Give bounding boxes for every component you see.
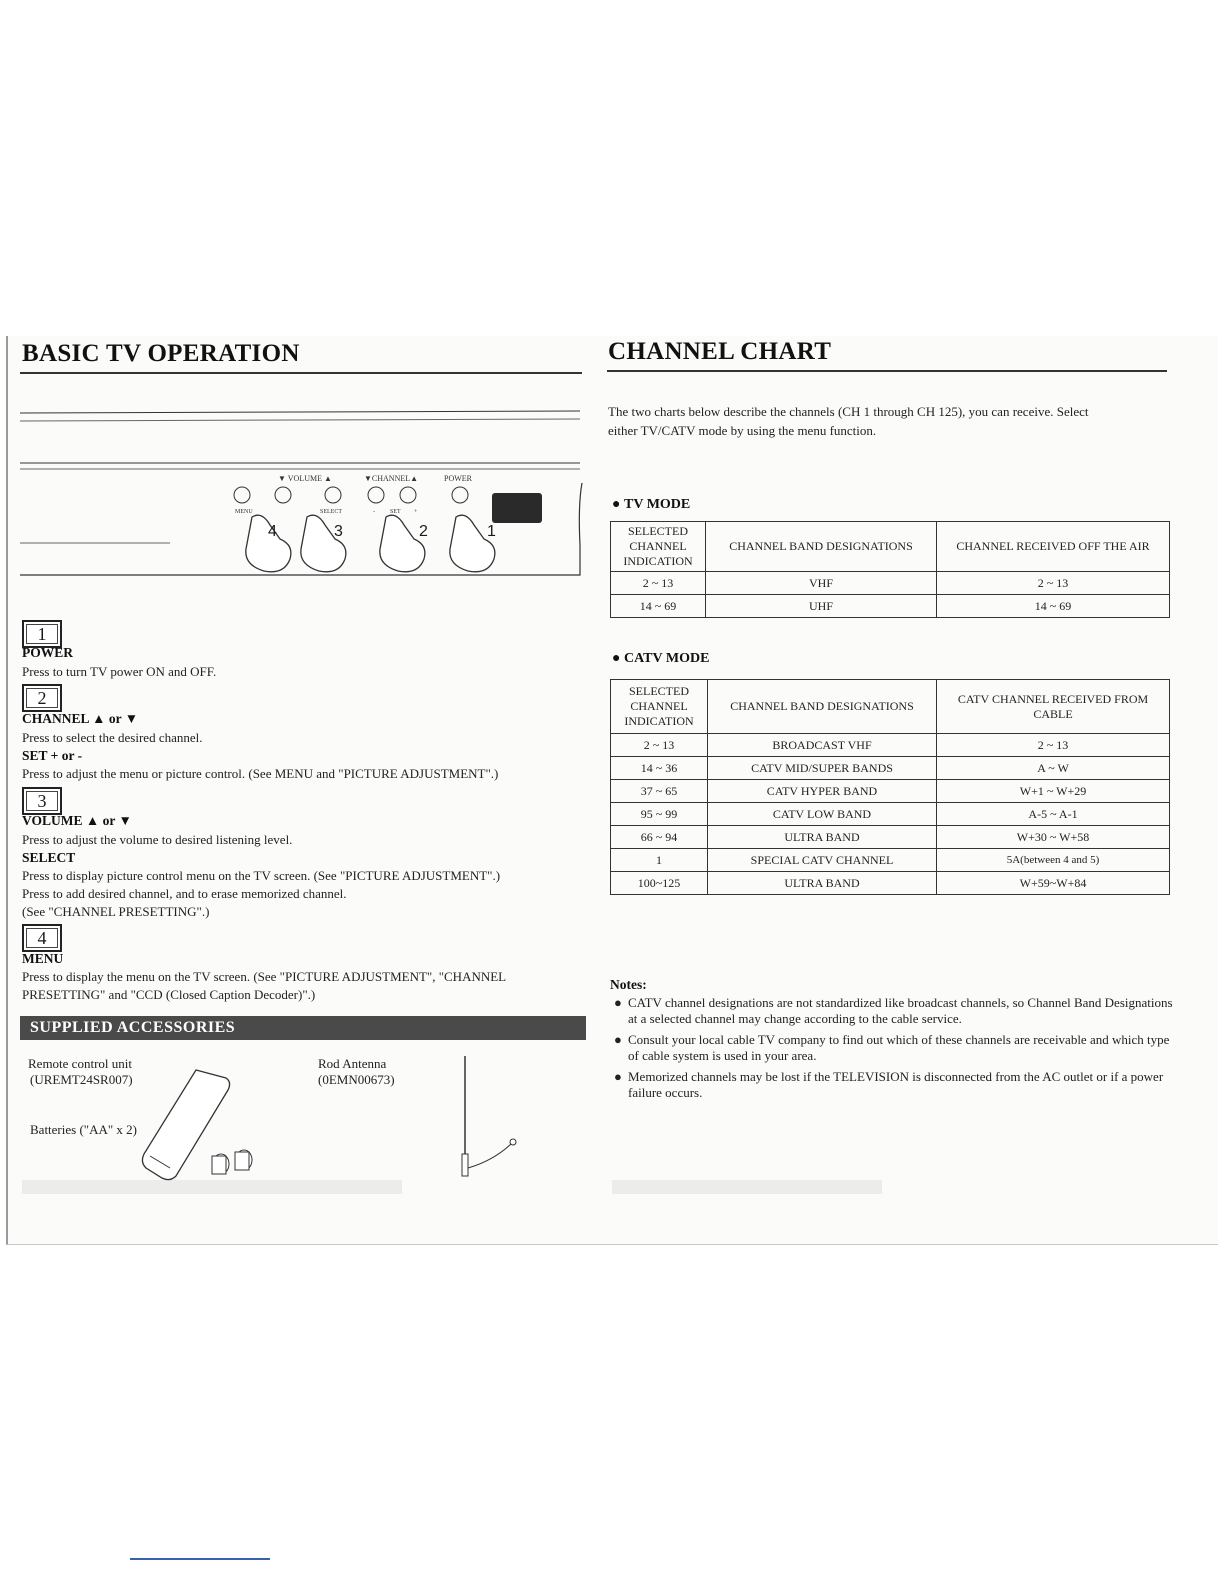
note-item-2	[614, 1032, 1174, 1064]
section-subtext-select-1: Press to display picture control menu on the TV screen. (See "PICTURE ADJUSTMENT".)	[22, 868, 501, 883]
section-subtext-set: Press to adjust the menu or picture control. (See MENU and "PICTURE ADJUSTMENT".)	[22, 766, 499, 781]
callout-1: 1	[487, 523, 496, 540]
table-cell: ULTRA BAND	[708, 826, 937, 849]
menu-panel-label: MENU	[235, 509, 253, 515]
tv-mode-header-row	[611, 522, 1170, 572]
table-cell: W+1 ~ W+29	[937, 780, 1170, 803]
table-cell: 2 ~ 13	[611, 572, 706, 595]
antenna-code: (0EMN00673)	[318, 1072, 395, 1087]
note-text: Consult your local cable TV company to find out which of these channels are receivable and which type of cable system is used in your area.	[628, 1032, 1170, 1063]
page-title-channel-chart: CHANNEL CHART	[608, 338, 832, 365]
table-cell: ULTRA BAND	[708, 872, 937, 895]
catv-header-selected: SELECTED CHANNEL INDICATION	[611, 680, 708, 734]
section-text-power: Press to turn TV power ON and OFF.	[22, 664, 217, 679]
table-row	[611, 572, 1170, 595]
table-cell: CATV MID/SUPER BANDS	[708, 757, 937, 780]
channel-chart-intro-2: either TV/CATV mode by using the menu function.	[608, 423, 877, 438]
section-subheading-select: SELECT	[22, 850, 76, 865]
tv-header-selected: SELECTED CHANNEL INDICATION	[611, 522, 706, 572]
callout-3: 3	[334, 523, 343, 540]
footer-rule	[130, 1558, 270, 1560]
tv-header-received: CHANNEL RECEIVED OFF THE AIR	[937, 522, 1170, 572]
table-cell: SPECIAL CATV CHANNEL	[708, 849, 937, 872]
table-cell: 1	[611, 849, 708, 872]
section-heading-volume: VOLUME ▲ or ▼	[22, 813, 132, 828]
catv-mode-label: ● CATV MODE	[612, 651, 710, 666]
page-title-basic-tv-operation: BASIC TV OPERATION	[22, 340, 300, 367]
table-row	[611, 757, 1170, 780]
section-subheading-set: SET + or -	[22, 748, 83, 763]
notes-title: Notes:	[610, 977, 647, 992]
table-cell: W+59~W+84	[937, 872, 1170, 895]
table-cell: A-5 ~ A-1	[937, 803, 1170, 826]
table-row	[611, 595, 1170, 618]
table-cell: 5A(between 4 and 5)	[937, 849, 1170, 872]
bullet-icon: ●	[614, 1032, 622, 1047]
table-cell: CATV HYPER BAND	[708, 780, 937, 803]
section-subtext-select-2: Press to add desired channel, and to erase memorized channel.	[22, 886, 347, 901]
callout-4: 4	[268, 523, 277, 540]
section-text-menu-1: Press to display the menu on the TV screen. (See "PICTURE ADJUSTMENT", "CHANNEL	[22, 969, 507, 984]
table-cell: UHF	[706, 595, 937, 618]
table-cell: 14 ~ 36	[611, 757, 708, 780]
remote-control-illustration	[140, 1064, 280, 1189]
section-number-3: 3	[22, 787, 62, 815]
note-item-1	[614, 995, 1174, 1027]
rod-antenna-illustration	[455, 1056, 535, 1185]
bullet-icon: ●	[612, 497, 621, 512]
remote-code: (UREMT24SR007)	[30, 1072, 133, 1087]
table-cell: BROADCAST VHF	[708, 734, 937, 757]
note-text: CATV channel designations are not standardized like broadcast channels, so Channel Band Designations at a selected channel may change according to the cable service.	[628, 995, 1173, 1026]
table-cell: 37 ~ 65	[611, 780, 708, 803]
set-minus-label: -	[373, 509, 375, 515]
table-row	[611, 872, 1170, 895]
note-item-3	[614, 1069, 1174, 1101]
catv-header-received: CATV CHANNEL RECEIVED FROM CABLE	[937, 680, 1170, 734]
note-text: Memorized channels may be lost if the TELEVISION is disconnected from the AC outlet or if a power failure occurs.	[628, 1069, 1164, 1100]
table-row	[611, 849, 1170, 872]
channel-panel-label: ▼CHANNEL▲	[364, 474, 419, 483]
table-cell: 2 ~ 13	[937, 572, 1170, 595]
table-row	[611, 826, 1170, 849]
section-heading-menu: MENU	[22, 951, 64, 966]
section-heading-power: POWER	[22, 645, 74, 660]
table-row	[611, 734, 1170, 757]
bullet-icon: ●	[614, 995, 622, 1010]
catv-mode-table	[610, 679, 1170, 895]
section-heading-channel: CHANNEL ▲ or ▼	[22, 711, 139, 726]
title-rule-left	[20, 372, 582, 374]
table-cell: 14 ~ 69	[937, 595, 1170, 618]
table-cell: 14 ~ 69	[611, 595, 706, 618]
callout-2: 2	[419, 523, 428, 540]
title-rule-right	[607, 370, 1167, 372]
table-cell: A ~ W	[937, 757, 1170, 780]
set-panel-label: SET	[390, 509, 401, 515]
section-number-1: 1	[22, 620, 62, 648]
table-cell: VHF	[706, 572, 937, 595]
batteries-label: Batteries ("AA" x 2)	[30, 1122, 138, 1137]
volume-panel-label: ▼ VOLUME ▲	[278, 474, 332, 483]
catv-mode-header-row	[611, 680, 1170, 734]
section-text-volume: Press to adjust the volume to desired listening level.	[22, 832, 293, 847]
control-panel-illustration	[20, 405, 585, 583]
table-row	[611, 780, 1170, 803]
channel-chart-intro-1: The two charts below describe the channels (CH 1 through CH 125), you can receive. Select	[608, 404, 1089, 419]
tv-mode-label: ● TV MODE	[612, 497, 691, 512]
accessories-title: SUPPLIED ACCESSORIES	[20, 1016, 586, 1040]
bleed-through-right	[612, 1160, 882, 1204]
table-cell: CATV LOW BAND	[708, 803, 937, 826]
section-text-menu-2: PRESETTING" and "CCD (Closed Caption Decoder)".)	[22, 987, 316, 1002]
table-cell: 2 ~ 13	[937, 734, 1170, 757]
table-cell: 2 ~ 13	[611, 734, 708, 757]
section-subtext-select-3: (See "CHANNEL PRESETTING".)	[22, 904, 210, 919]
section-number-4: 4	[22, 924, 62, 952]
set-plus-label: +	[414, 509, 418, 515]
section-number-2: 2	[22, 684, 62, 712]
tv-mode-table	[610, 521, 1170, 618]
select-panel-label: SELECT	[320, 509, 342, 515]
antenna-label: Rod Antenna	[318, 1056, 387, 1071]
power-panel-label: POWER	[444, 474, 472, 483]
table-cell: 95 ~ 99	[611, 803, 708, 826]
table-cell: W+30 ~ W+58	[937, 826, 1170, 849]
tv-header-band: CHANNEL BAND DESIGNATIONS	[706, 522, 937, 572]
bullet-icon: ●	[612, 651, 621, 666]
table-cell: 66 ~ 94	[611, 826, 708, 849]
bullet-icon: ●	[614, 1069, 622, 1084]
remote-label: Remote control unit	[28, 1056, 132, 1071]
table-row	[611, 803, 1170, 826]
table-cell: 100~125	[611, 872, 708, 895]
catv-header-band: CHANNEL BAND DESIGNATIONS	[708, 680, 937, 734]
section-text-channel: Press to select the desired channel.	[22, 730, 203, 745]
